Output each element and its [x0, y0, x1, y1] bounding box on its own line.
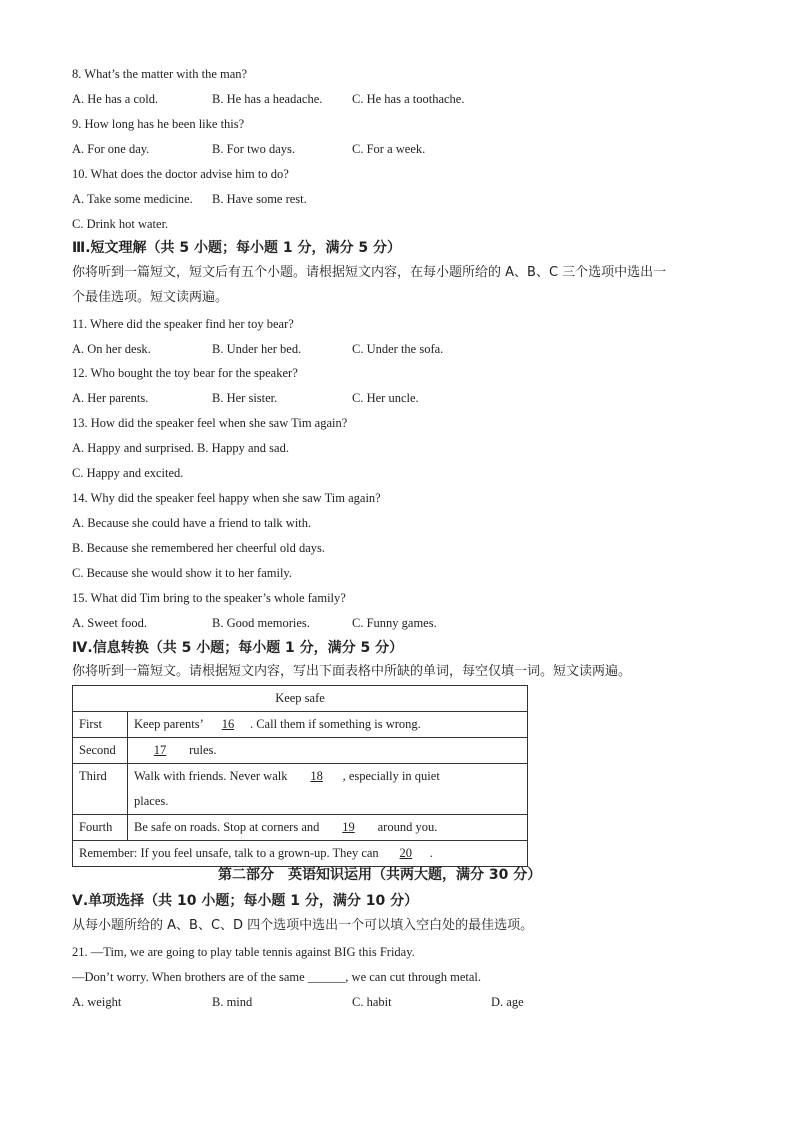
option-c[interactable]: C. Drink hot water.: [72, 217, 169, 231]
option-b[interactable]: B. mind: [212, 995, 253, 1009]
option-a[interactable]: A. weight: [72, 995, 122, 1009]
row-label: Second: [73, 738, 128, 764]
row-text: , especially in quiet: [342, 769, 440, 783]
option-d[interactable]: D. age: [491, 995, 524, 1009]
option-c[interactable]: C. Funny games.: [352, 616, 437, 630]
option-b[interactable]: B. Have some rest.: [212, 192, 307, 206]
question-12: 12. Who bought the toy bear for the speaker?: [72, 366, 298, 380]
blank-16[interactable]: 16: [221, 717, 235, 731]
row-text: .: [429, 846, 433, 860]
option-a[interactable]: A. On her desk.: [72, 342, 151, 356]
blank-18[interactable]: 18: [310, 769, 323, 783]
question-11: 11. Where did the speaker find her toy bear?: [72, 317, 294, 331]
row-text: around you.: [377, 820, 438, 834]
table-row: [73, 712, 528, 738]
option-a[interactable]: A. For one day.: [72, 142, 150, 156]
question-21-line2: —Don’t worry. When brothers are of the same ______, we can cut through metal.: [72, 970, 482, 984]
option-c[interactable]: C. Happy and excited.: [72, 466, 184, 480]
option-c[interactable]: C. Her uncle.: [352, 391, 419, 405]
part-2-heading: 第二部分 英语知识运用（共两大题，满分 30 分）: [218, 867, 542, 883]
row-content: [128, 712, 528, 738]
option-b[interactable]: B. Good memories.: [212, 616, 310, 630]
row-text: Keep parents’: [134, 717, 203, 731]
row-text: . Call them if something is wrong.: [249, 717, 421, 731]
option-c[interactable]: C. For a week.: [352, 142, 426, 156]
section-3-heading: Ⅲ.短文理解（共 5 小题；每小题 1 分，满分 5 分）: [72, 240, 402, 256]
table-row: [73, 815, 528, 841]
option-c[interactable]: C. Under the sofa.: [352, 342, 444, 356]
row-label: First: [73, 712, 128, 738]
option-b[interactable]: B. For two days.: [212, 142, 295, 156]
option-c[interactable]: C. He has a toothache.: [352, 92, 465, 106]
row-text: Remember: If you feel unsafe, talk to a grown-up. They can: [79, 846, 379, 860]
blank-20[interactable]: 20: [399, 846, 413, 860]
row-text: rules.: [189, 743, 217, 757]
option-c[interactable]: C. Because she would show it to her family.: [72, 566, 292, 580]
table-title: Keep safe: [73, 686, 528, 712]
question-13: 13. How did the speaker feel when she saw Tim again?: [72, 416, 348, 430]
blank-17[interactable]: 17: [153, 743, 167, 757]
option-a[interactable]: A. Her parents.: [72, 391, 149, 405]
row-content: [128, 738, 528, 764]
section-5-instruction: 从每小题所给的 A、B、C、D 四个选项中选出一个可以填入空白处的最佳选项。: [72, 918, 534, 933]
section-4-instruction: 你将听到一篇短文。请根据短文内容，写出下面表格中所缺的单词，每空仅填一词。短文读两遍。: [72, 664, 632, 679]
question-9: 9. How long has he been like this?: [72, 117, 245, 131]
section-3-instruction-line1: 你将听到一篇短文，短文后有五个小题。请根据短文内容，在每小题所给的 A、B、C 三个选项中选出一: [72, 265, 667, 280]
blank-19[interactable]: 19: [342, 820, 355, 834]
row-label: Third: [73, 764, 128, 815]
option-a[interactable]: A. Sweet food.: [72, 616, 147, 630]
table-row: [73, 764, 528, 815]
option-b[interactable]: B. Under her bed.: [212, 342, 302, 356]
row-text: Be safe on roads. Stop at corners and: [134, 820, 320, 834]
table-row: [73, 686, 528, 712]
question-8: 8. What’s the matter with the man?: [72, 67, 248, 81]
question-13-options-ab[interactable]: A. Happy and surprised. B. Happy and sad.: [72, 441, 289, 455]
question-14: 14. Why did the speaker feel happy when she saw Tim again?: [72, 491, 381, 505]
table-row: [73, 841, 528, 867]
question-10: 10. What does the doctor advise him to do?: [72, 167, 289, 181]
option-a[interactable]: A. Because she could have a friend to talk with.: [72, 516, 312, 530]
table-row: [73, 738, 528, 764]
keep-safe-table: [72, 685, 528, 867]
option-b[interactable]: B. Because she remembered her cheerful old days.: [72, 541, 326, 555]
section-5-heading: Ⅴ.单项选择（共 10 小题；每小题 1 分，满分 10 分）: [72, 893, 419, 909]
row-text: places.: [134, 794, 169, 808]
option-b[interactable]: B. Her sister.: [212, 391, 278, 405]
question-15: 15. What did Tim bring to the speaker’s whole family?: [72, 591, 346, 605]
row-content: [128, 815, 528, 841]
row-content: [128, 764, 528, 815]
option-b[interactable]: B. He has a headache.: [212, 92, 323, 106]
row-text: Walk with friends. Never walk: [134, 769, 288, 783]
option-c[interactable]: C. habit: [352, 995, 392, 1009]
row-label: Fourth: [73, 815, 128, 841]
option-a[interactable]: A. He has a cold.: [72, 92, 159, 106]
remember-row: [73, 841, 528, 867]
option-a[interactable]: A. Take some medicine.: [72, 192, 193, 206]
section-4-heading: Ⅳ.信息转换（共 5 小题；每小题 1 分，满分 5 分）: [72, 640, 404, 656]
question-21-line1: 21. —Tim, we are going to play table tennis against BIG this Friday.: [72, 945, 415, 959]
section-3-instruction-line2: 个最佳选项。短文读两遍。: [72, 290, 229, 305]
